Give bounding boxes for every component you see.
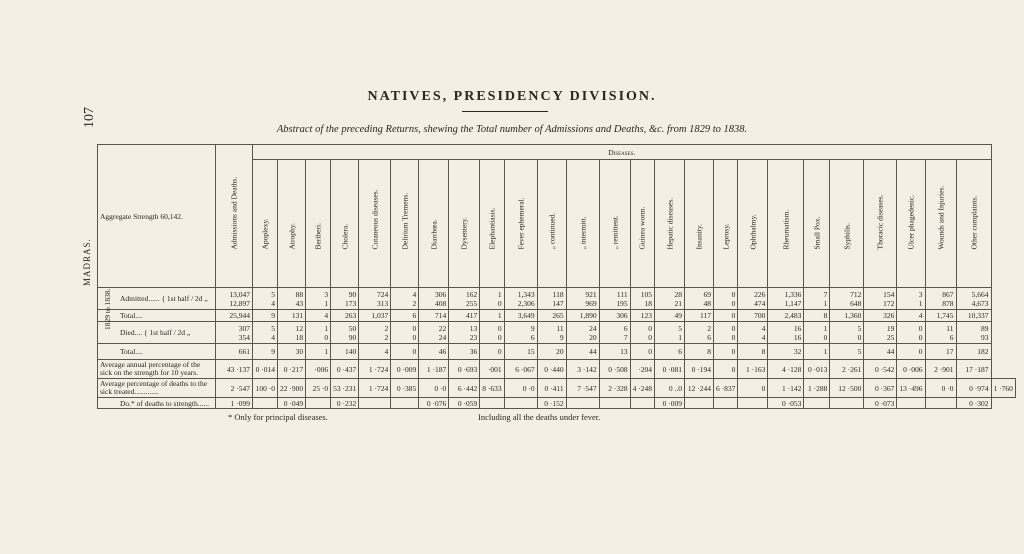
table-cell <box>599 398 630 409</box>
table-cell: 0 ·0 <box>504 379 537 398</box>
table-row <box>98 379 1016 398</box>
table-cell: 182 <box>956 344 991 360</box>
table-cell: 46 <box>419 344 449 360</box>
table-cell: 5 4 <box>253 288 278 310</box>
row-label: Total.... <box>98 344 216 360</box>
table-cell: 13,047 12,897 <box>216 288 253 310</box>
row-label: Admitted...... { 1st half / 2d „ <box>98 288 216 310</box>
table-cell: 0 ·152 <box>537 398 566 409</box>
table-cell <box>253 398 278 409</box>
table-cell: 22 ·900 <box>278 379 306 398</box>
table-cell: 131 <box>278 310 306 322</box>
table-cell: 0 ·006 <box>897 360 925 379</box>
footnote-fever: Including all the deaths under fever. <box>478 412 601 422</box>
col-header: „ remittent. <box>599 160 630 288</box>
table-cell: 11 9 <box>537 322 566 344</box>
table-cell: 712 648 <box>830 288 864 310</box>
table-cell: 1 ·288 <box>804 379 830 398</box>
col-header: Fever ephemeral. <box>504 160 537 288</box>
table-cell: 10,337 <box>956 310 991 322</box>
table-cell: 0 ·232 <box>331 398 359 409</box>
table-cell: 1 ·724 <box>359 360 391 379</box>
col-header: Rheumatism. <box>768 160 804 288</box>
table-cell: 0 ·217 <box>278 360 306 379</box>
table-row <box>98 398 1016 409</box>
table-cell: 0 <box>714 310 738 322</box>
table-cell <box>804 398 830 409</box>
table-cell: 123 <box>630 310 654 322</box>
table-cell: 6 ·067 <box>504 360 537 379</box>
subtitle: Abstract of the preceding Returns, shewing the Total number of Admissions and Deaths, &c. from 1829 to 1838. <box>276 124 748 135</box>
table-cell: 13 23 <box>449 322 480 344</box>
table-cell: 11 6 <box>925 322 956 344</box>
table-cell: 13 ·496 <box>897 379 925 398</box>
table-cell: 2 ·261 <box>830 360 864 379</box>
table-cell: 1 ·099 <box>216 398 253 409</box>
table-cell: 43 ·137 <box>216 360 253 379</box>
col-header: Atrophy. <box>278 160 306 288</box>
table-cell <box>306 398 331 409</box>
col-header: Admissions and Deaths. <box>216 145 253 288</box>
table-cell: 4 ·248 <box>630 379 654 398</box>
table-cell: 6 ·837 <box>714 379 738 398</box>
table-cell: 36 <box>449 344 480 360</box>
col-header: Ulcer phagedenic. <box>897 160 925 288</box>
table-cell: 307 354 <box>216 322 253 344</box>
table-cell: 306 <box>599 310 630 322</box>
table-cell: 0 ·053 <box>768 398 804 409</box>
table-cell: 117 <box>685 310 714 322</box>
table-cell: 25,944 <box>216 310 253 322</box>
table-cell: 4 <box>306 310 331 322</box>
table-cell: 226 474 <box>738 288 768 310</box>
table-cell: 265 <box>537 310 566 322</box>
row-label: Died.... { 1st half / 2d „ <box>98 322 216 344</box>
table-cell: 0 ·385 <box>391 379 419 398</box>
table-cell: 24 20 <box>566 322 599 344</box>
table-cell: 0 <box>630 344 654 360</box>
table-cell: 0 ·009 <box>655 398 685 409</box>
abstract-table <box>97 144 1016 409</box>
table-cell: 15 <box>504 344 537 360</box>
col-header: Insanity. <box>685 160 714 288</box>
table-cell: 90 173 <box>331 288 359 310</box>
table-cell: 12 ·244 <box>685 379 714 398</box>
table-cell: 17 <box>925 344 956 360</box>
table-cell: 0 ·693 <box>449 360 480 379</box>
col-header: Ophthalmy. <box>738 160 768 288</box>
table-cell: 9 6 <box>504 322 537 344</box>
table-row <box>98 344 1016 360</box>
table-cell <box>925 398 956 409</box>
table-cell: 0 ·059 <box>449 398 480 409</box>
table-cell: 0 <box>738 379 768 398</box>
table-cell: 0 ·411 <box>537 379 566 398</box>
table-cell <box>566 398 599 409</box>
table-cell: 0 0 <box>480 322 504 344</box>
col-header: Wounds and Injuries. <box>925 160 956 288</box>
table-cell: 4 <box>897 310 925 322</box>
table-cell: 2 ·901 <box>925 360 956 379</box>
col-header: Delirium Tremens. <box>391 160 419 288</box>
table-cell: 0 0 <box>714 322 738 344</box>
table-cell: 1 <box>480 310 504 322</box>
table-cell: 0 ·013 <box>804 360 830 379</box>
table-cell: 7 ·547 <box>566 379 599 398</box>
table-cell: 88 43 <box>278 288 306 310</box>
footnote: * Only for principal diseases. <box>228 412 328 422</box>
table-cell: 0 ·440 <box>537 360 566 379</box>
table-cell: ·204 <box>630 360 654 379</box>
table-cell: 0 ·302 <box>956 398 991 409</box>
col-header: Other complaints. <box>956 160 991 288</box>
table-cell: 4 ·128 <box>768 360 804 379</box>
table-cell <box>359 398 391 409</box>
table-cell: 0 ·009 <box>391 360 419 379</box>
table-cell: 1 ·187 <box>419 360 449 379</box>
table-cell: 8 <box>804 310 830 322</box>
table-cell: 8 ·633 <box>480 379 504 398</box>
col-header: Cholera. <box>331 160 359 288</box>
table-cell: 0 ·073 <box>864 398 897 409</box>
col-header: Syphilis. <box>830 160 864 288</box>
table-cell: 17 ·187 <box>956 360 991 379</box>
table-cell: 118 147 <box>537 288 566 310</box>
table-cell: 16 16 <box>768 322 804 344</box>
col-header: Elephantiasis. <box>480 160 504 288</box>
table-cell: 20 <box>537 344 566 360</box>
table-cell: 0 <box>714 344 738 360</box>
col-header: „ intermitt. <box>566 160 599 288</box>
table-cell: 263 <box>331 310 359 322</box>
table-cell: 1 0 <box>306 322 331 344</box>
table-cell: 2 2 <box>359 322 391 344</box>
diseases-header: Diseases. <box>253 145 992 160</box>
table-cell: 0 <box>897 344 925 360</box>
table-cell: 4 2 <box>391 288 419 310</box>
table-cell: 417 <box>449 310 480 322</box>
table-cell: 44 <box>566 344 599 360</box>
page-number: 107 <box>82 107 97 128</box>
col-header: Apoplexy. <box>253 160 278 288</box>
table-cell: 2 ·328 <box>599 379 630 398</box>
table-cell: 1 ·760 <box>991 379 1015 398</box>
table-cell: 105 18 <box>630 288 654 310</box>
table-cell: 2 ·547 <box>216 379 253 398</box>
col-header: Leprosy. <box>714 160 738 288</box>
table-cell: 0 0 <box>630 322 654 344</box>
table-cell: 1 ·142 <box>768 379 804 398</box>
table-cell: 89 93 <box>956 322 991 344</box>
table-cell: 12 18 <box>278 322 306 344</box>
table-cell: 1,037 <box>359 310 391 322</box>
row-label: Average annual percentage of the sick on the strength for 10 years. <box>98 360 216 379</box>
table-cell: 8 <box>685 344 714 360</box>
table-cell: 3 1 <box>897 288 925 310</box>
table-cell: 19 25 <box>864 322 897 344</box>
table-cell: 5,664 4,673 <box>956 288 991 310</box>
table-cell: 0 ·0 <box>925 379 956 398</box>
col-header: Hepatic diseases. <box>655 160 685 288</box>
col-header: „ continued. <box>537 160 566 288</box>
table-cell: 7 1 <box>804 288 830 310</box>
table-cell: 2 6 <box>685 322 714 344</box>
table-cell: 1,745 <box>925 310 956 322</box>
table-cell <box>685 398 714 409</box>
col-header: Cutaneous diseases. <box>359 160 391 288</box>
table-cell: 13 <box>599 344 630 360</box>
table-cell: 0 ·508 <box>599 360 630 379</box>
table-cell: 0 0 <box>391 322 419 344</box>
table-cell: 3,649 <box>504 310 537 322</box>
table-cell: 140 <box>331 344 359 360</box>
table-cell: 0 <box>391 344 419 360</box>
table-row <box>98 310 1016 322</box>
table-cell: 5 4 <box>253 322 278 344</box>
table-cell: 4 <box>359 344 391 360</box>
col-header: Diarrhœa. <box>419 160 449 288</box>
table-cell: 1 0 <box>480 288 504 310</box>
table-cell: 5 <box>830 344 864 360</box>
table-cell: 1 <box>804 344 830 360</box>
table-cell: 0 ·076 <box>419 398 449 409</box>
row-label: Total.... <box>98 310 216 322</box>
side-label: MADRAS. <box>82 238 92 286</box>
table-cell <box>391 398 419 409</box>
table-cell: 714 <box>419 310 449 322</box>
table-cell: 49 <box>655 310 685 322</box>
table-cell: 1,343 2,306 <box>504 288 537 310</box>
table-cell: 0 ·049 <box>278 398 306 409</box>
col-header: Beriberi. <box>306 160 331 288</box>
table-row <box>98 360 1016 379</box>
table-cell: 1 <box>306 344 331 360</box>
table-cell: 0 ·014 <box>253 360 278 379</box>
table-cell: 44 <box>864 344 897 360</box>
table-cell: 50 90 <box>331 322 359 344</box>
table-cell <box>480 398 504 409</box>
table-cell: 5 1 <box>655 322 685 344</box>
table-cell: 32 <box>768 344 804 360</box>
table-cell: 25 ·0 <box>306 379 331 398</box>
table-cell: 162 255 <box>449 288 480 310</box>
row-label: Average percentage of deaths to the sick treated............. <box>98 379 216 398</box>
table-cell: 69 48 <box>685 288 714 310</box>
table-cell: 700 <box>738 310 768 322</box>
table-cell <box>830 398 864 409</box>
table-cell: 0 ·194 <box>685 360 714 379</box>
table-cell: ·006 <box>306 360 331 379</box>
table-cell: 0 ·437 <box>331 360 359 379</box>
table-cell: 661 <box>216 344 253 360</box>
table-cell: 724 313 <box>359 288 391 310</box>
table-cell: 0 0 <box>714 288 738 310</box>
table-cell <box>630 398 654 409</box>
table-cell: 1,336 1,147 <box>768 288 804 310</box>
table-cell: 0 ·367 <box>864 379 897 398</box>
table-cell: 100 ·0 <box>253 379 278 398</box>
table-cell: 154 172 <box>864 288 897 310</box>
table-cell: 921 969 <box>566 288 599 310</box>
table-cell: 2,483 <box>768 310 804 322</box>
table-row <box>98 322 1016 344</box>
table-cell: 1 ·724 <box>359 379 391 398</box>
row-label: Do.* of deaths to strength...... <box>98 398 216 409</box>
table-cell: 22 24 <box>419 322 449 344</box>
table-cell <box>504 398 537 409</box>
table-cell: 28 21 <box>655 288 685 310</box>
table-cell: 0 ·0 <box>419 379 449 398</box>
table-cell: 1 ·163 <box>738 360 768 379</box>
table-cell <box>897 398 925 409</box>
col-header: Small Pox. <box>804 160 830 288</box>
table-cell: 3 ·142 <box>566 360 599 379</box>
col-header: Dysentery. <box>449 160 480 288</box>
table-cell <box>738 398 768 409</box>
table-cell: 6 ·442 <box>449 379 480 398</box>
table-cell: 867 878 <box>925 288 956 310</box>
table-cell: ·001 <box>480 360 504 379</box>
table-cell: 6 7 <box>599 322 630 344</box>
table-cell: 6 <box>391 310 419 322</box>
table-cell: 53 ·231 <box>331 379 359 398</box>
table-cell: 0 ·974 <box>956 379 991 398</box>
period-label: 1829 to 1838. <box>103 288 112 330</box>
table-cell: 3 1 <box>306 288 331 310</box>
table-cell: 306 408 <box>419 288 449 310</box>
table-cell: 0 <box>714 360 738 379</box>
page-title: NATIVES, PRESIDENCY DIVISION. <box>367 89 657 104</box>
table-row <box>98 288 1016 310</box>
table-cell: 0 ..0 <box>655 379 685 398</box>
aggregate-strength: Aggregate Strength 60,142. <box>98 145 216 288</box>
table-cell: 1 0 <box>804 322 830 344</box>
table-cell: 5 0 <box>830 322 864 344</box>
table-cell: 0 ·081 <box>655 360 685 379</box>
table-cell: 1,890 <box>566 310 599 322</box>
table-cell: 4 4 <box>738 322 768 344</box>
table-cell: 0 ·542 <box>864 360 897 379</box>
col-header: Guinea worm. <box>630 160 654 288</box>
table-cell: 0 0 <box>897 322 925 344</box>
table-cell: 30 <box>278 344 306 360</box>
table-cell: 9 <box>253 310 278 322</box>
title-rule <box>462 111 548 112</box>
table-cell <box>714 398 738 409</box>
table-cell: 326 <box>864 310 897 322</box>
table-cell: 8 <box>738 344 768 360</box>
table-cell: 0 <box>480 344 504 360</box>
table-cell: 6 <box>655 344 685 360</box>
table-cell: 12 ·500 <box>830 379 864 398</box>
col-header: Thoracic diseases. <box>864 160 897 288</box>
table-cell: 1,360 <box>830 310 864 322</box>
table-cell: 111 195 <box>599 288 630 310</box>
table-cell: 9 <box>253 344 278 360</box>
